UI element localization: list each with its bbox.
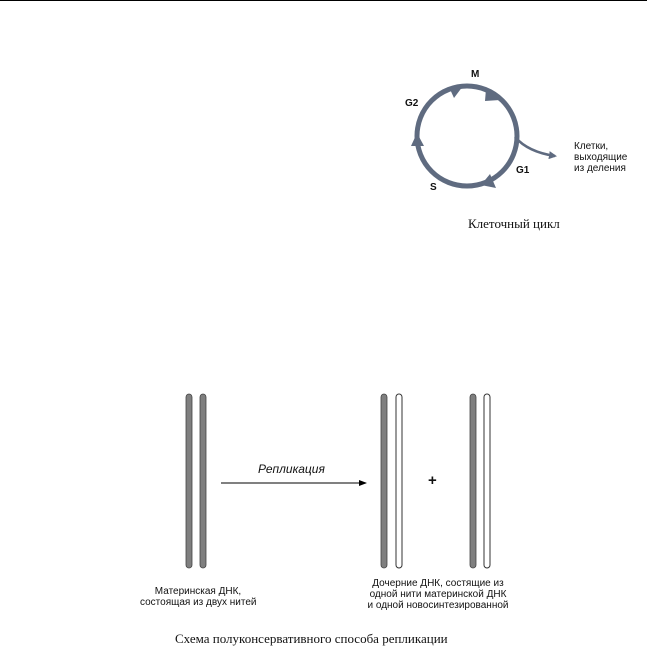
cell-cycle-ring [417,86,517,186]
daughter1-new-strand [396,394,402,568]
replication-arrow-label: Репликация [258,462,325,476]
mother-dna [186,394,206,568]
exit-label-line-3: из деления [574,163,626,174]
mother-strand-2 [200,394,206,568]
cell-cycle-diagram [411,86,555,188]
phase-label-g2: G2 [405,98,419,109]
daughter2-new-strand [484,394,490,568]
daughter-label-line-2: одной нити материнской ДНК [369,589,507,600]
replication-diagram [186,394,490,568]
mother-strand-1 [186,394,192,568]
exit-label-line-1: Клетки, [574,141,609,152]
phase-label-s: S [430,182,437,193]
cell-cycle-caption: Клеточный цикл [468,216,560,231]
daughter-label-line-1: Дочерние ДНК, состящие из [372,578,504,589]
phase-label-m: M [471,69,480,80]
plus-sign: + [428,472,437,489]
exit-label [574,141,627,174]
daughter-dna-1 [381,394,402,568]
daughter-label-line-3: и одной новосинтезированной [367,600,509,611]
phase-label-g1: G1 [516,165,530,176]
daughter-dna-2 [470,394,490,568]
daughter1-old-strand [381,394,387,568]
mother-label-line-1: Материнская ДНК, [154,586,242,597]
cycle-arrowhead-left [411,133,424,146]
cycle-arrowhead-top-left [449,86,463,98]
daughter-dna-label [358,578,518,611]
exit-label-line-2: выходящие [574,152,628,163]
daughter2-old-strand [470,394,476,568]
mother-label-line-2: состоящая из двух нитей [140,597,257,608]
mother-dna-label [140,586,256,608]
exit-arrow [515,137,555,156]
replication-caption: Схема полуконсервативного способа репликации [175,631,448,646]
